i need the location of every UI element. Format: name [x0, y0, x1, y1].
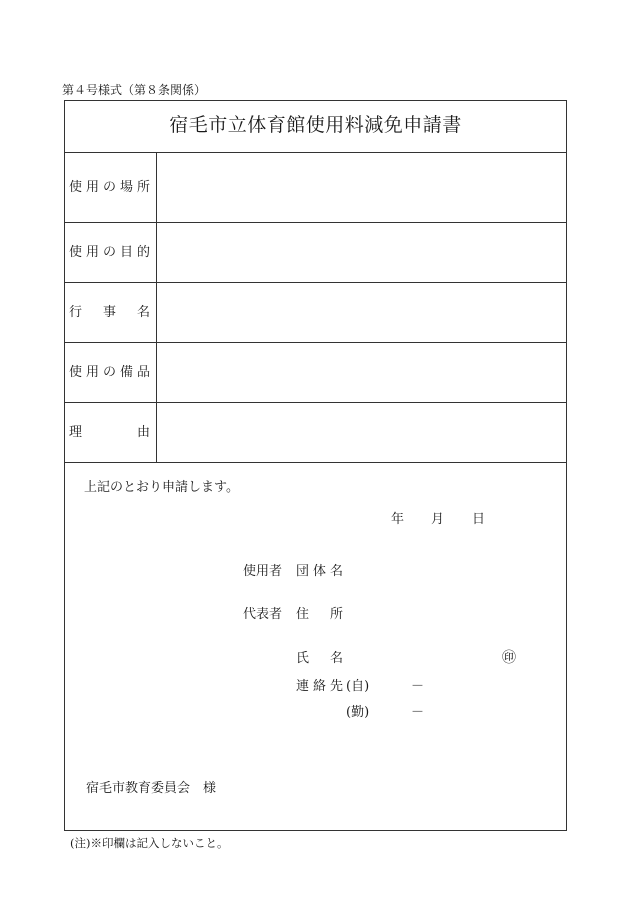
equipment-field[interactable] [157, 343, 566, 402]
contact-work-label: (勤) [346, 705, 370, 720]
form-title: 宿毛市立体育館使用料減免申請書 [169, 114, 462, 136]
address-field[interactable] [350, 603, 550, 625]
reason-field[interactable] [157, 403, 566, 462]
date-month: 月 [431, 512, 445, 527]
statement: 上記のとおり申請します。 [84, 480, 239, 495]
row-divider [64, 462, 567, 463]
footnote: (注)※印欄は記入しないこと。 [70, 836, 229, 850]
date-day: 日 [472, 512, 486, 527]
seal-mark-icon: ㊞ [502, 650, 516, 666]
place-field[interactable] [157, 153, 566, 222]
group-name-field[interactable] [350, 560, 550, 582]
form-number: 第４号様式（第８条関係） [62, 83, 207, 97]
user-label: 使用者 [243, 564, 283, 579]
purpose-field[interactable] [157, 223, 566, 282]
date-year: 年 [391, 512, 405, 527]
contact-home-dash: － [411, 679, 425, 694]
event-name-field[interactable] [157, 283, 566, 342]
addressee: 宿毛市教育委員会 様 [86, 781, 217, 796]
representative-label: 代表者 [243, 607, 283, 622]
name-field[interactable] [350, 647, 500, 669]
contact-work-dash: － [411, 705, 425, 720]
